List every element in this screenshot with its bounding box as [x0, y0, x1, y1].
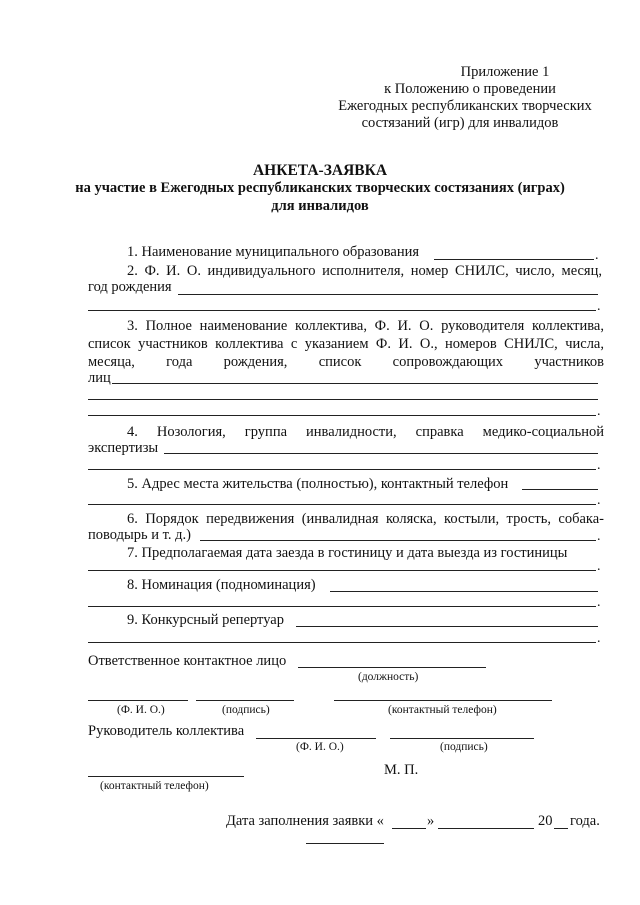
appendix-line-3: Ежегодных республиканских творческих: [338, 98, 592, 114]
item-2-period: .: [597, 299, 601, 314]
item-1-field[interactable]: [434, 259, 594, 260]
appendix-line-4: состязаний (игр) для инвалидов: [361, 115, 559, 131]
item-4-field-2[interactable]: [88, 469, 596, 470]
stamp-place: М. П.: [384, 762, 419, 778]
item-7-field[interactable]: [88, 570, 596, 571]
item-8-field-1[interactable]: [330, 591, 598, 592]
appendix-line-2: к Положению о проведении: [384, 81, 556, 97]
item-9-field-2[interactable]: [88, 642, 596, 643]
head-phone-field[interactable]: [88, 776, 244, 777]
item-9-label: 9. Конкурсный репертуар: [127, 612, 284, 628]
item-3-label-line-1: 3. Полное наименование коллектива, Ф. И. О. руководителя коллектива,: [127, 318, 604, 334]
item-4-field-1[interactable]: [164, 453, 598, 454]
item-5-label: 5. Адрес места жительства (полностью), контактный телефон: [127, 476, 509, 492]
date-year-prefix: 20: [538, 813, 553, 829]
item-3-label-line-4: лиц: [88, 370, 111, 386]
item-2-label-line-1: 2. Ф. И. О. индивидуального исполнителя, номер СНИЛС, число, месяц,: [127, 263, 602, 279]
date-close-quote: »: [427, 813, 435, 829]
phone-caption: (контактный телефон): [388, 704, 497, 716]
item-2-label-line-2: год рождения: [88, 279, 172, 295]
responsible-phone-field[interactable]: [334, 700, 552, 701]
item-6-label-line-2: поводырь и т. д.): [88, 527, 191, 543]
footer-divider: [306, 843, 384, 844]
item-2-field-2[interactable]: [88, 310, 596, 311]
item-3-field-3[interactable]: [88, 415, 596, 416]
item-9-period: .: [597, 631, 601, 646]
date-day-field[interactable]: [392, 828, 426, 829]
item-4-period: .: [597, 458, 601, 473]
item-5-field-1[interactable]: [522, 489, 598, 490]
item-8-period: .: [597, 595, 601, 610]
form-subtitle-1: на участие в Ежегодных республиканских творческих состязаниях (играх): [75, 180, 565, 196]
item-5-period: .: [597, 493, 601, 508]
head-fio-field[interactable]: [256, 738, 376, 739]
item-1-period: .: [595, 248, 599, 263]
item-2-field-1[interactable]: [178, 294, 598, 295]
head-signature-field[interactable]: [390, 738, 534, 739]
form-subtitle-2: для инвалидов: [271, 198, 369, 214]
item-8-field-2[interactable]: [88, 606, 596, 607]
date-year-field[interactable]: [554, 828, 568, 829]
item-6-field[interactable]: [200, 540, 596, 541]
responsible-person-label: Ответственное контактное лицо: [88, 653, 287, 669]
head-fio-caption: (Ф. И. О.): [296, 741, 344, 753]
item-3-label-line-2: список участников коллектива с указанием Ф. И. О., номеров СНИЛС, числа,: [88, 336, 604, 352]
item-3-period: .: [597, 404, 601, 419]
form-title: АНКЕТА-ЗАЯВКА: [252, 162, 388, 179]
date-label: Дата заполнения заявки «: [226, 813, 384, 829]
signature-caption: (подпись): [222, 704, 270, 716]
responsible-signature-field[interactable]: [196, 700, 294, 701]
item-3-field-2[interactable]: [88, 399, 598, 400]
item-1-label: 1. Наименование муниципального образования: [127, 244, 420, 260]
item-9-field-1[interactable]: [296, 626, 598, 627]
date-year-suffix: года.: [570, 813, 600, 829]
appendix-line-1: Приложение 1: [460, 64, 550, 80]
item-7-label: 7. Предполагаемая дата заезда в гостиницу и дата выезда из гостиницы: [127, 545, 568, 561]
position-caption: (должность): [358, 671, 419, 683]
responsible-fio-field[interactable]: [88, 700, 188, 701]
item-3-label-line-3: месяца, года рождения, список сопровождающих участников: [88, 354, 604, 370]
item-6-period: .: [597, 529, 601, 544]
head-of-collective-label: Руководитель коллектива: [88, 723, 245, 739]
item-5-field-2[interactable]: [88, 504, 596, 505]
head-signature-caption: (подпись): [440, 741, 488, 753]
item-7-period: .: [597, 559, 601, 574]
head-phone-caption: (контактный телефон): [100, 780, 209, 792]
fio-caption: (Ф. И. О.): [117, 704, 165, 716]
item-4-label-line-2: экспертизы: [88, 440, 159, 456]
item-4-label-line-1: 4. Нозология, группа инвалидности, справка медико-социальной: [127, 424, 604, 440]
date-month-field[interactable]: [438, 828, 534, 829]
responsible-position-field[interactable]: [298, 667, 486, 668]
item-6-label-line-1: 6. Порядок передвижения (инвалидная коляска, костыли, трость, собака-: [127, 511, 604, 527]
item-3-field-1[interactable]: [112, 383, 598, 384]
item-8-label: 8. Номинация (подноминация): [127, 577, 316, 593]
